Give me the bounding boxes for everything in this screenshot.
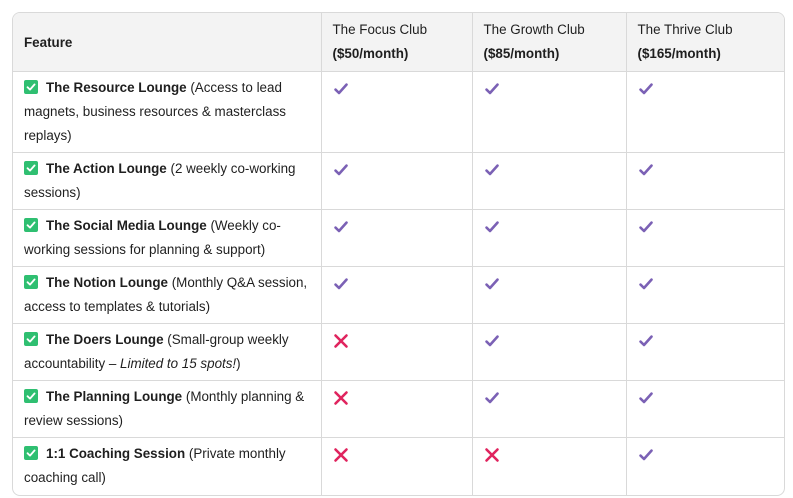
check-icon	[638, 276, 654, 292]
checkbox-icon	[24, 446, 38, 460]
checkbox-icon	[24, 218, 38, 232]
plan-price: ($50/month)	[332, 46, 409, 61]
check-icon	[484, 390, 500, 406]
check-icon	[333, 81, 349, 97]
plan-cell-focus	[321, 210, 472, 267]
cross-icon	[333, 333, 349, 349]
header-feature: Feature	[13, 13, 321, 72]
cross-icon	[333, 447, 349, 463]
feature-cell	[13, 381, 321, 438]
header-plan-thrive	[626, 13, 785, 72]
plan-cell-focus	[321, 438, 472, 495]
table-row	[13, 438, 785, 495]
feature-description-emphasis: Limited to 15 spots!	[120, 356, 237, 371]
table-header	[13, 13, 785, 72]
plan-cell-growth	[472, 267, 626, 324]
check-icon	[484, 81, 500, 97]
check-icon	[638, 333, 654, 349]
feature-name: The Doers Lounge	[46, 332, 164, 347]
feature-cell	[13, 267, 321, 324]
feature-description: (Monthly planning & review sessions)	[24, 389, 305, 428]
checkbox-icon	[24, 332, 38, 346]
plan-cell-growth	[472, 324, 626, 381]
plan-name: The Thrive Club	[637, 22, 733, 37]
checkbox-icon	[24, 80, 38, 94]
plan-cell-focus	[321, 381, 472, 438]
feature-description: (Monthly Q&A session, access to templates & tutorials)	[24, 275, 308, 314]
check-icon	[333, 219, 349, 235]
pricing-comparison-table	[13, 13, 785, 495]
feature-description: (Small-group weekly accountability –	[24, 332, 289, 371]
check-icon	[484, 333, 500, 349]
plan-price: ($165/month)	[637, 46, 721, 61]
plan-cell-thrive	[626, 324, 785, 381]
feature-name: The Action Lounge	[46, 161, 167, 176]
feature-name: The Resource Lounge	[46, 80, 187, 95]
cross-icon	[333, 390, 349, 406]
plan-price: ($85/month)	[483, 46, 560, 61]
feature-description: (2 weekly co-working sessions)	[24, 161, 296, 200]
table-row	[13, 72, 785, 153]
plan-name: The Focus Club	[332, 22, 428, 37]
check-icon	[638, 81, 654, 97]
check-icon	[333, 162, 349, 178]
check-icon	[484, 276, 500, 292]
feature-name: The Notion Lounge	[46, 275, 168, 290]
plan-cell-thrive	[626, 267, 785, 324]
plan-cell-thrive	[626, 438, 785, 495]
plan-cell-thrive	[626, 381, 785, 438]
feature-description: (Access to lead magnets, business resources & masterclass replays)	[24, 80, 286, 143]
checkbox-icon	[24, 389, 38, 403]
checkbox-icon	[24, 161, 38, 175]
table-row	[13, 153, 785, 210]
feature-name: The Social Media Lounge	[46, 218, 207, 233]
header-plan-focus	[321, 13, 472, 72]
feature-cell	[13, 153, 321, 210]
plan-cell-growth	[472, 381, 626, 438]
plan-cell-growth	[472, 72, 626, 153]
checkbox-icon	[24, 275, 38, 289]
plan-cell-focus	[321, 324, 472, 381]
plan-cell-focus	[321, 153, 472, 210]
table-body	[13, 72, 785, 495]
feature-cell	[13, 324, 321, 381]
feature-description: (Weekly co-working sessions for planning & support)	[24, 218, 281, 257]
check-icon	[484, 162, 500, 178]
table-row	[13, 381, 785, 438]
plan-name: The Growth Club	[483, 22, 585, 37]
check-icon	[484, 219, 500, 235]
comparison-table	[12, 12, 785, 496]
plan-cell-growth	[472, 210, 626, 267]
table-row	[13, 324, 785, 381]
plan-cell-thrive	[626, 153, 785, 210]
feature-description-end: )	[236, 356, 241, 371]
table-row	[13, 210, 785, 267]
feature-name: 1:1 Coaching Session	[46, 446, 186, 461]
check-icon	[638, 219, 654, 235]
feature-name: The Planning Lounge	[46, 389, 183, 404]
plan-cell-focus	[321, 72, 472, 153]
cross-icon	[484, 447, 500, 463]
feature-description: (Private monthly coaching call)	[24, 446, 286, 485]
table-row	[13, 267, 785, 324]
feature-cell	[13, 438, 321, 495]
plan-cell-growth	[472, 153, 626, 210]
check-icon	[638, 447, 654, 463]
check-icon	[638, 390, 654, 406]
header-row	[13, 13, 785, 72]
check-icon	[638, 162, 654, 178]
check-icon	[333, 276, 349, 292]
feature-cell	[13, 72, 321, 153]
plan-cell-thrive	[626, 210, 785, 267]
plan-cell-focus	[321, 267, 472, 324]
plan-cell-growth	[472, 438, 626, 495]
plan-cell-thrive	[626, 72, 785, 153]
header-plan-growth	[472, 13, 626, 72]
feature-cell	[13, 210, 321, 267]
